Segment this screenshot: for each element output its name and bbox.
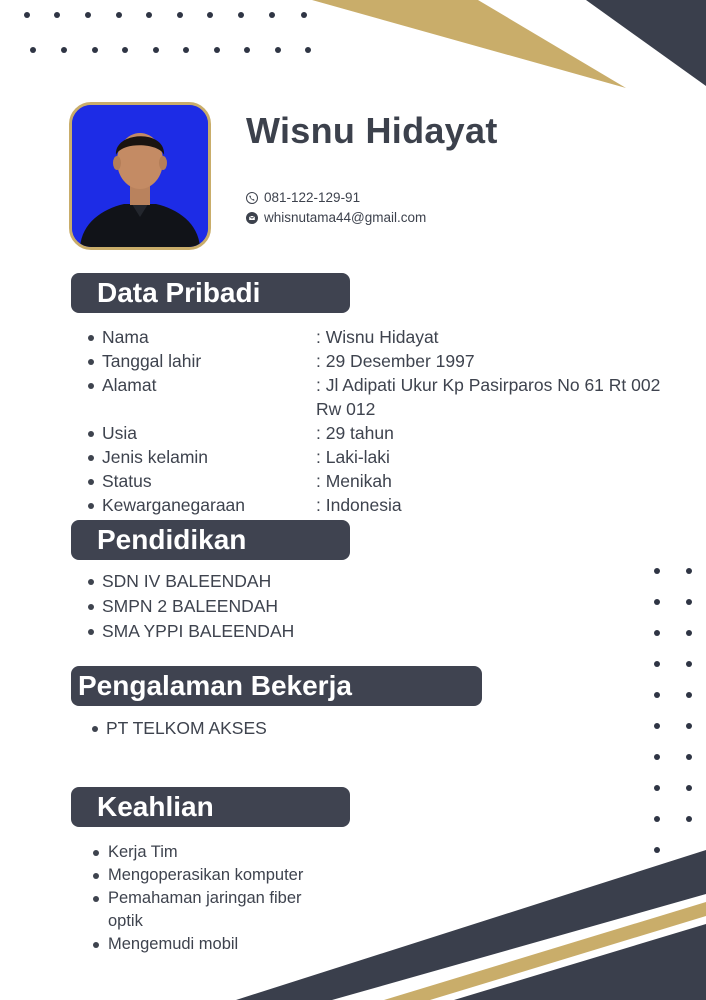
section-header-skills — [71, 787, 350, 827]
skills-list — [88, 841, 338, 956]
section-title-personal: Data Pribadi — [97, 277, 261, 308]
email-icon — [246, 212, 258, 224]
email-address: whisnutama44@gmail.com — [264, 210, 427, 225]
section-header-education — [71, 520, 350, 560]
field-value: : Wisnu Hidayat — [316, 327, 439, 347]
list-item: SMPN 2 BALEENDAH — [86, 594, 294, 619]
section-title-experience: Pengalaman Bekerja — [78, 670, 352, 701]
field-value: : Jl Adipati Ukur Kp Pasirparos No 61 Rt 002 Rw 012 — [316, 375, 661, 419]
field-label: Nama — [102, 327, 149, 347]
list-item — [86, 445, 686, 469]
list-item — [86, 373, 686, 421]
list-item — [86, 325, 686, 349]
section-header-experience — [71, 666, 482, 706]
section-title-education: Pendidikan — [97, 524, 247, 555]
phone-number: 081-122-129-91 — [264, 190, 361, 205]
experience-list — [90, 716, 267, 740]
navy-stripe-top — [586, 0, 706, 86]
phone-icon — [246, 192, 258, 204]
field-label: Status — [102, 471, 152, 491]
field-value: : Menikah — [316, 471, 392, 491]
field-value: : 29 Desember 1997 — [316, 351, 475, 371]
list-item: Pemahaman jaringan fiber optik — [88, 887, 338, 933]
list-item: Mengoperasikan komputer — [88, 864, 338, 887]
field-label: Tanggal lahir — [102, 351, 202, 371]
list-item: Mengemudi mobil — [88, 933, 338, 956]
field-label: Usia — [102, 423, 138, 443]
profile-photo — [69, 102, 211, 250]
field-value: : Indonesia — [316, 495, 402, 515]
field-label: Jenis kelamin — [102, 447, 209, 467]
gold-stripe-top — [312, 0, 626, 88]
list-item: SDN IV BALEENDAH — [86, 569, 294, 594]
personal-data-list — [86, 325, 686, 517]
phone-line — [246, 190, 360, 205]
person-name: Wisnu Hidayat — [246, 110, 498, 151]
list-item — [86, 469, 686, 493]
field-label: Alamat — [102, 375, 157, 395]
section-header-personal — [71, 273, 350, 313]
list-item — [86, 493, 686, 517]
education-list — [86, 569, 294, 644]
list-item: PT TELKOM AKSES — [90, 716, 267, 740]
person-portrait — [72, 105, 208, 247]
list-item — [86, 421, 686, 445]
field-value: : 29 tahun — [316, 423, 394, 443]
field-value: : Laki-laki — [316, 447, 390, 467]
field-label: Kewarganegaraan — [102, 495, 246, 515]
list-item: SMA YPPI BALEENDAH — [86, 619, 294, 644]
section-title-skills: Keahlian — [97, 791, 214, 822]
list-item: Kerja Tim — [88, 841, 338, 864]
email-line — [246, 210, 426, 225]
list-item — [86, 349, 686, 373]
